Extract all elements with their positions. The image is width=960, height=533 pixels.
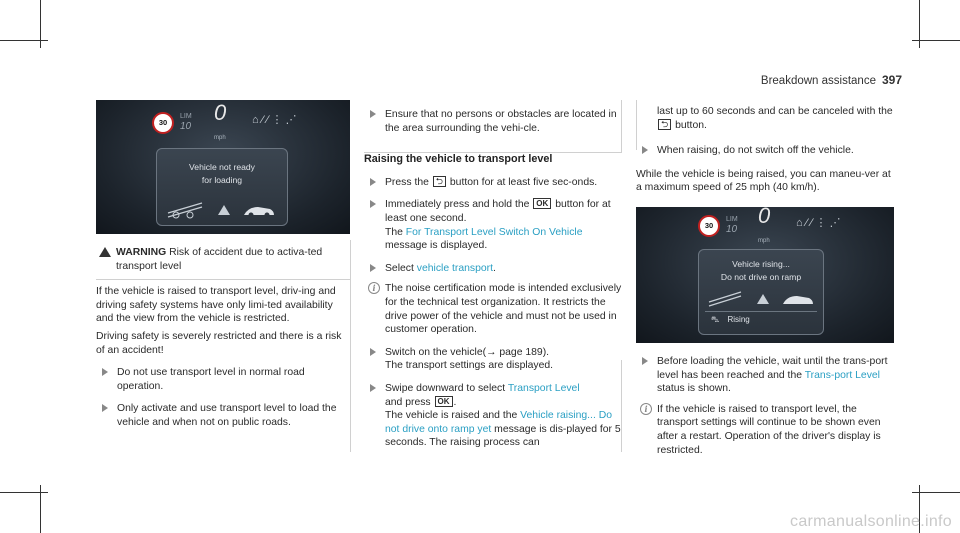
column-1 [96,100,350,434]
column-3 [636,100,894,461]
step-text: status is shown. [657,383,731,395]
assist-icons: ⌂ ⁄ ∕ ⋮ ⋰ [252,114,297,126]
display-message: For Transport Level Switch On Vehicle [405,226,583,238]
page-ref-arrow: → [486,346,497,358]
note-text: If the vehicle is raised to transport level, the transport settings will continue to be shown even after a restart. Operation of the driver's display is restricted. [657,403,881,456]
step-text: last up to 60 seconds and can be canceled with the [657,106,893,117]
vehicle-lift-icon [162,193,282,223]
arrow-icon [370,178,376,186]
instruction-step [364,176,622,190]
ok-key-icon: OK [533,198,551,209]
message-line-2: Do not drive on ramp [720,271,802,282]
arrow-icon [370,384,376,392]
arrow-icon [102,404,108,412]
lim-label: LIM [726,215,738,223]
speed-unit: mph [758,237,770,244]
continued-text [636,105,894,132]
step-text: Ensure that no persons or obstacles are located in the area surrounding the vehi-cle. [385,109,617,134]
punctuation: . [453,396,457,408]
info-icon: i [640,403,652,415]
arrow-icon [370,200,376,208]
vehicle-lift-icon [703,286,819,310]
instruction-step [364,198,622,252]
step-text: button for at least one second. [385,199,611,224]
message-line-1: Vehicle rising... [732,258,790,269]
punctuation: . [493,262,496,274]
step-text: message is dis-played for 5 seconds. The raising process can [385,423,621,449]
step-text: and press [385,396,431,408]
lim-value: 10 [726,223,738,235]
crop-mark [912,492,960,493]
instruction-step [96,402,350,429]
paragraph: Driving safety is severely restricted and there is a risk of an accident! [96,330,342,356]
step-text: When raising, do not switch off the vehicle. [657,145,854,157]
arrow-icon [102,368,108,376]
note-block [364,282,622,336]
message-panel [156,148,288,226]
paragraph: If the vehicle is raised to transport level, driv-ing and driving safety systems have only limi-ted availability and the view from the vehicle is restricted. [96,286,336,325]
step-text: Swipe downward to select [385,382,506,394]
crop-mark [0,40,48,41]
cluster-image-rising [636,207,894,343]
warning-box-border [350,240,351,452]
crop-mark [0,492,48,493]
display-message: Vehicle raising... Do not drive onto ramp yet [385,410,613,435]
back-key-icon: ⮌ [433,176,446,187]
step-text: Switch on the vehicle( [385,346,487,358]
status-name: Trans-port Level [804,369,880,381]
lim-label: LIM [180,113,192,120]
warning-divider [96,279,350,280]
crop-mark [912,40,960,41]
section-title: Breakdown assistance [760,75,876,87]
message-line-1: Vehicle not ready [189,162,255,172]
step-text: Do not use transport level in normal road operation. [117,367,305,392]
instruction-step [364,382,622,450]
page-number: 397 [881,73,902,87]
instruction-step [636,144,894,158]
step-text: The [385,226,403,238]
instruction-step [96,366,350,393]
lim-value: 10 [180,121,192,132]
paragraph: While the vehicle is being raised, you can maneu-ver at a maximum speed of 25 mph (40 km/h). [636,168,891,194]
arrow-icon [370,264,376,272]
speed-value: 0 [758,206,771,228]
step-text: Only activate and use transport level to load the vehicle and when not on public roads. [117,403,337,428]
instruction-step [636,355,894,396]
step-text: button for at least five sec-onds. [449,176,598,188]
note-block [636,403,894,457]
warning-block [96,246,350,273]
info-icon: i [368,282,380,294]
arrow-icon [370,110,376,118]
step-text: Before loading the vehicle, wait until the trans-port level has been reached and the [657,355,888,381]
instruction-step [364,262,622,276]
car-icon: ⛍ [711,314,720,324]
message-panel [698,249,824,335]
warning-title: WARNING [116,247,167,258]
note-text: The noise certification mode is intended exclusively for the technical test organization. It restricts the drive power of the vehicle and must not be used in customer operation. [385,283,622,336]
page-header [761,74,902,89]
speed-limit-sign: 30 [698,215,720,237]
warning-icon [99,247,111,257]
watermark: carmanualsonline.info [790,513,952,531]
speed-value: 0 [214,100,227,125]
ok-key-icon: OK [435,396,453,407]
step-text: Select [385,262,414,274]
page-reference: page 189). [499,346,550,358]
back-key-icon: ⮌ [658,119,671,130]
speed-unit: mph [214,135,226,141]
message-line-2: for loading [201,175,243,185]
status-label: Rising [727,314,750,324]
step-text: message is displayed. [385,240,488,252]
column-2 [364,100,622,454]
arrow-icon [642,357,648,365]
cluster-image-not-ready [96,100,350,234]
step-text: Immediately press and hold the [385,199,530,211]
warning-text: Risk of accident due to activa-ted transport level [116,247,323,272]
menu-item-name: Transport Level [507,382,580,394]
arrow-icon [642,146,648,154]
step-text: The transport settings are displayed. [385,360,554,372]
status-bar [705,311,817,328]
arrow-icon [370,348,376,356]
instruction-step [364,108,622,135]
step-text: The vehicle is raised and the [385,410,518,422]
assist-icons: ⌂ ⁄ ∕ ⋮ ⋰ [796,216,841,229]
menu-item-name: vehicle transport [416,262,494,274]
section-heading: Raising the vehicle to transport level [364,153,553,166]
step-text: button. [675,119,707,131]
step-text: Press the [385,176,429,188]
speed-limit-sign: 30 [152,112,174,134]
instruction-step [364,346,622,373]
